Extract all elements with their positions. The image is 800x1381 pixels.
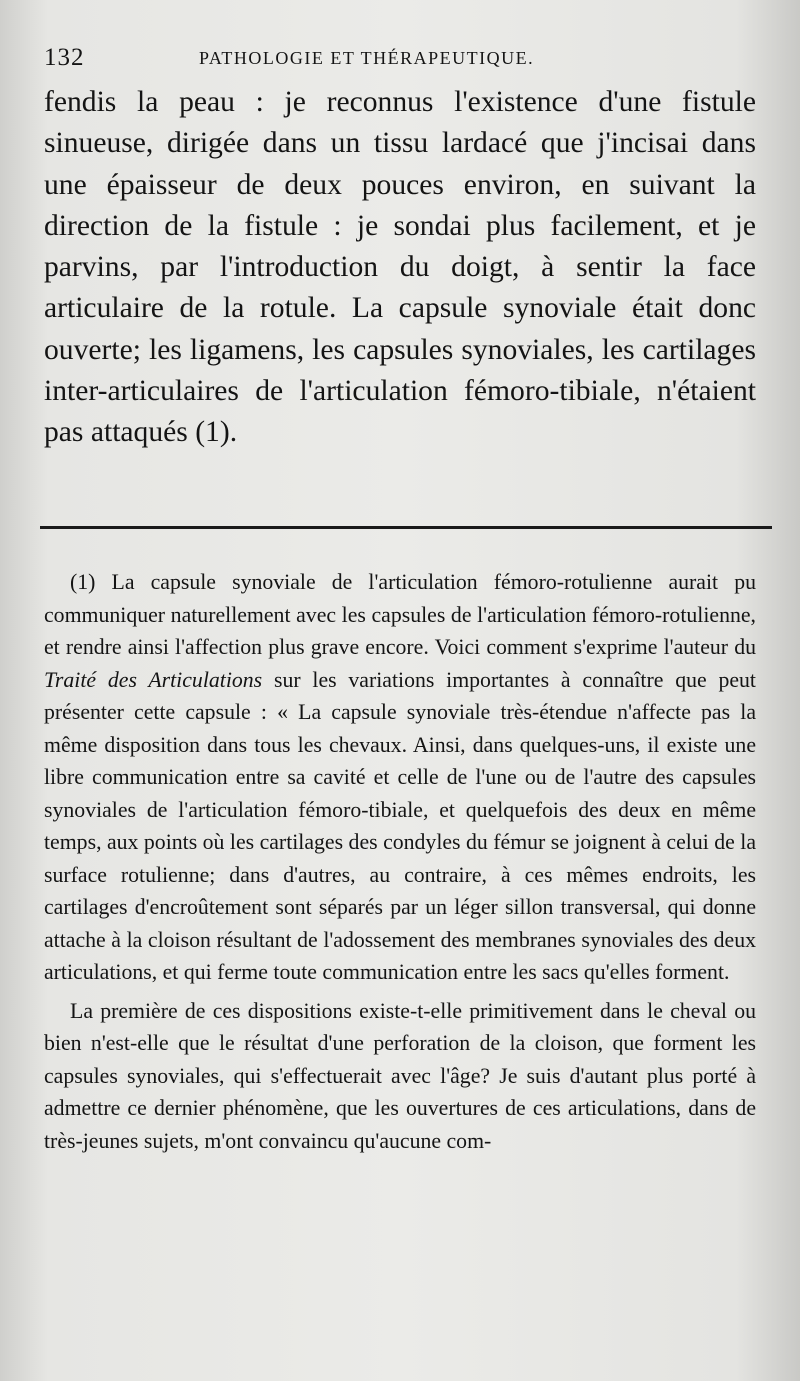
running-head (44, 44, 744, 74)
book-title-reference: Traité des Articulations (44, 667, 263, 692)
footnote (44, 566, 756, 1157)
footnote-paragraph-1 (44, 566, 756, 989)
body-text (44, 82, 756, 454)
running-title: PATHOLOGIE ET THÉRAPEUTIQUE. (199, 48, 535, 68)
footnote-paragraph-2: La première de ces dispositions existe-t-elle primitivement dans le cheval ou bien n'est-elle que le résultat d'une perforation de la cloison, que forment les capsules synoviales, qui s'effectuerait avec l'âge? Je suis d'autant plus porté à admettre ce dernier phénomène, que les ouvertures de ces articulations, dans de très-jeunes sujets, m'ont convaincu qu'aucune com- (44, 998, 756, 1153)
page-number: 132 (44, 44, 85, 71)
footnote-text-b: sur les variations importantes à connaître que peut présenter cette capsule : « La capsule synoviale très-étendue n'affecte pas la même disposition dans tous les chevaux. Ainsi, dans quelques-uns, il existe une libre communication entre sa cavité et celle de l'une ou de l'autre des capsules synoviales de l'articulation fémoro-tibiale, et quelquefois des deux en même temps, aux points où les cartilages des condyles du fémur se joignent à celui de la surface rotulienne; dans d'autres, au contraire, à ces mêmes endroits, les cartilages d'encroûtement sont séparés par un léger sillon transversal, qui donne attache à la cloison résultant de l'adossement des membranes synoviales des deux articulations, et qui ferme toute communication entre les sacs qu'elles forment. (44, 667, 756, 984)
show-through (160, 445, 780, 565)
body-paragraph: fendis la peau : je reconnus l'existence d'une fistule sinueuse, dirigée dans un tissu lardacé que j'incisai dans une épaisseur de deux pouces environ, en suivant la direction de la fistule : je sondai plus facilement, et je parvins, par l'introduction du doigt, à sentir la face articulaire de la rotule. La capsule synoviale était donc ouverte; les ligamens, les capsules synoviales, les cartilages inter-articulaires de l'articulation fémoro-tibiale, n'étaient pas attaqués (1). (44, 86, 756, 449)
footnote-rule (40, 526, 772, 529)
footnote-text-a: (1) La capsule synoviale de l'articulation fémoro-rotulienne aurait pu communiquer naturellement avec les capsules de l'articulation fémoro-rotulienne, et rendre ainsi l'affection plus grave encore. Voici comment s'exprime l'auteur du (44, 570, 756, 659)
